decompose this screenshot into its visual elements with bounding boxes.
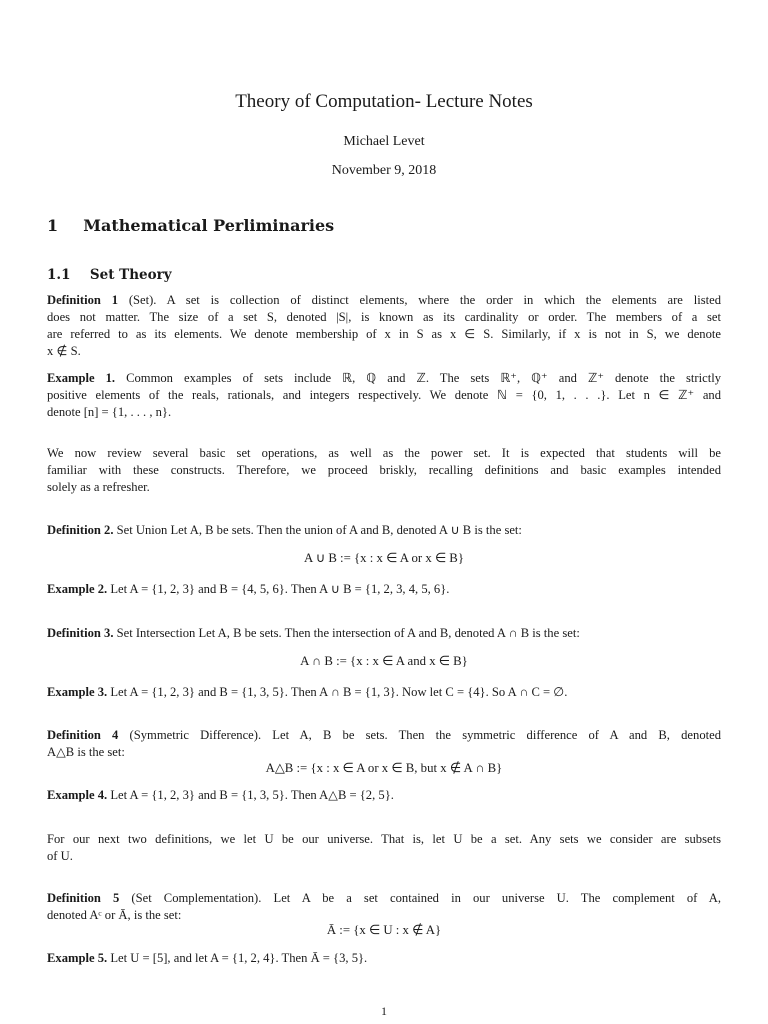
subsection-number: 1.1 [47, 267, 71, 283]
definition-3: Definition 3. Set Intersection Let A, B be sets. Then the intersection of A and B, denoted A ∩ B is the set: [47, 626, 580, 640]
example-label: Example 3. [47, 685, 108, 699]
definition-1: Definition 1 (Set). A set is collection of distinct elements, where the order in which the elements are listed does not matter. The size of a set S, denoted |S|, is known as its cardinality or order. The members of a set are referred to as its elements. We denote membership of x in S as x ∈ S. Similarly, if x is not in S, we denote x ∉ S. [47, 293, 721, 358]
subsection-title: Set Theory [89, 267, 172, 283]
definition-label: Definition 4 [47, 728, 119, 742]
definition-label: Definition 1 [47, 293, 118, 307]
definition-4: Definition 4 (Symmetric Difference). Let A, B be sets. Then the symmetric difference of A and B, denoted A△B is the set: [47, 728, 721, 759]
definition-5: Definition 5 (Set Complementation). Let A be a set contained in our universe U. The complement of A, denoted Aᶜ or Ā, is the set: [47, 891, 722, 922]
example-2: Example 2. Let A = {1, 2, 3} and B = {4, 5, 6}. Then A ∪ B = {1, 2, 3, 4, 5, 6}. [47, 582, 450, 596]
display-equation-complement: Ā := {x ∈ U : x ∉ A} [326, 923, 442, 937]
definition-label: Definition 2. [47, 523, 114, 537]
display-equation-intersection: A ∩ B := {x : x ∈ A and x ∈ B} [300, 654, 468, 668]
section-title: Mathematical Perliminaries [83, 216, 335, 235]
page-number: 1 [381, 1004, 387, 1018]
example-label: Example 2. [47, 582, 108, 596]
subsection-heading [47, 267, 172, 283]
author: Michael Levet [343, 134, 425, 149]
definition-label: Definition 3. [47, 626, 114, 640]
example-3: Example 3. Let A = {1, 2, 3} and B = {1, 3, 5}. Then A ∩ B = {1, 3}. Now let C = {4}. So A ∩ C = ∅. [47, 685, 568, 699]
definition-label: Definition 5 [47, 891, 120, 905]
universe-paragraph: For our next two definitions, we let U be our universe. That is, let U be a set. Any sets we consider are subsets of U. [47, 832, 721, 863]
intro-paragraph: We now review several basic set operations, as well as the power set. It is expected that students will be familiar with these constructs. Therefore, we proceed briskly, recalling definitions and basic examples intended solely as a refresher. [47, 446, 721, 494]
example-label: Example 4. [47, 788, 108, 802]
example-5: Example 5. Let U = [5], and let A = {1, 2, 4}. Then Ā = {3, 5}. [47, 951, 368, 965]
date: November 9, 2018 [331, 163, 437, 178]
definition-2: Definition 2. Set Union Let A, B be sets. Then the union of A and B, denoted A ∪ B is the set: [47, 523, 522, 537]
example-label: Example 5. [47, 951, 108, 965]
display-equation-union: A ∪ B := {x : x ∈ A or x ∈ B} [304, 551, 464, 565]
document-title: Theory of Computation- Lecture Notes [235, 91, 533, 112]
example-4: Example 4. Let A = {1, 2, 3} and B = {1, 3, 5}. Then A△B = {2, 5}. [47, 788, 394, 802]
display-equation-symmetric-difference: A△B := {x : x ∈ A or x ∈ B, but x ∉ A ∩ B} [265, 761, 503, 775]
section-number: 1 [47, 216, 59, 235]
example-1: Example 1. Common examples of sets include ℝ, ℚ and ℤ. The sets ℝ⁺, ℚ⁺ and ℤ⁺ denote the strictly positive elements of the reals, rationals, and integers respectively. We denote ℕ = {0, 1, . . .}. Let n ∈ ℤ⁺ and denote [n] = {1, . . . , n}. [47, 371, 721, 419]
section-heading [47, 216, 334, 235]
example-label: Example 1. [47, 371, 116, 385]
